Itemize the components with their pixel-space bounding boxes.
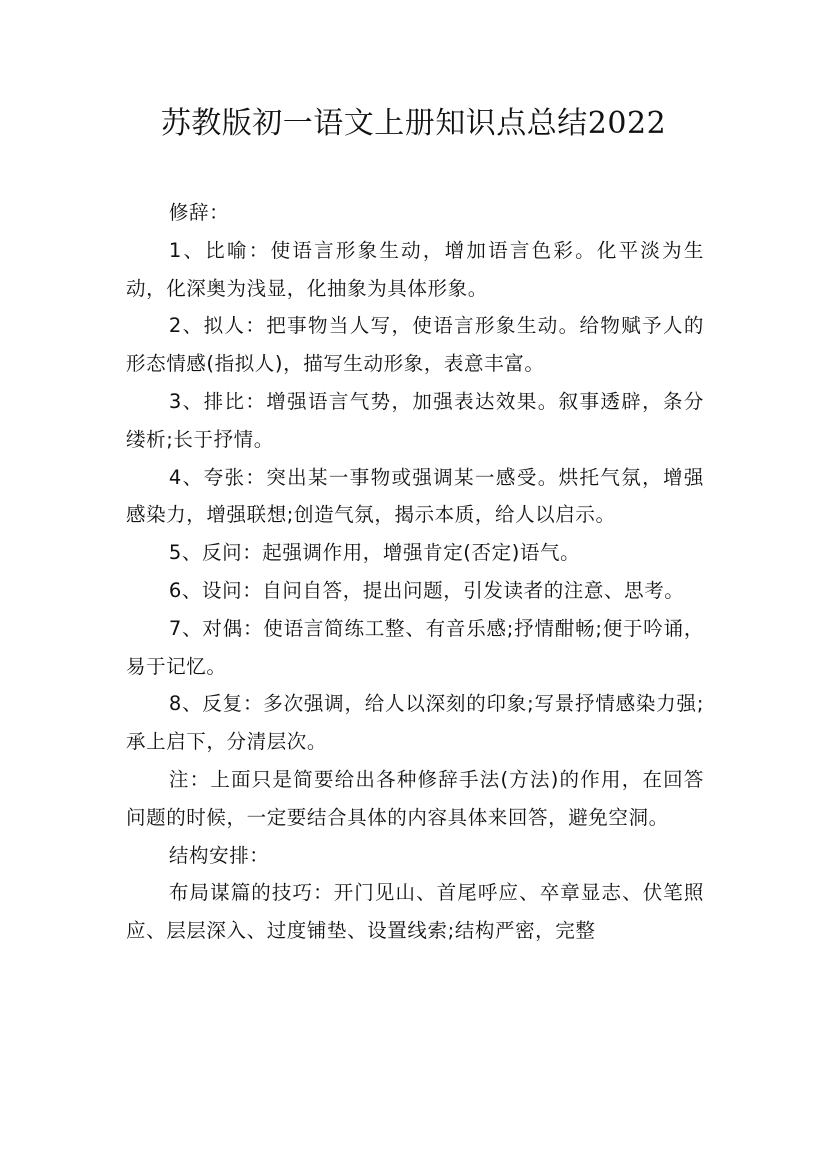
paragraph-personification: 2、拟人：把事物当人写，使语言形象生动。给物赋予人的形态情感(指拟人)，描写生动形象，表意丰富。	[126, 314, 704, 376]
heading-rhetoric: 修辞：	[168, 201, 230, 224]
paragraph-note: 注：上面只是简要给出各种修辞手法(方法)的作用，在回答问题的时候，一定要结合具体的内容具体来回答，避免空洞。	[126, 767, 704, 829]
paragraph-rhetorical-question: 5、反问：起强调作用，增强肯定(否定)语气。	[168, 541, 581, 565]
document-body	[126, 194, 704, 950]
paragraph-hyperbole: 4、夸张：突出某一事物或强调某一感受。烘托气氛，增强感染力，增强联想;创造气氛，揭示本质，给人以启示。	[126, 465, 704, 527]
paragraph-antithesis: 7、对偶：使语言简练工整、有音乐感;抒情酣畅;便于吟诵，易于记忆。	[126, 616, 704, 678]
paragraph-metaphor: 1、比喻：使语言形象生动，增加语言色彩。化平淡为生动，化深奥为浅显，化抽象为具体形象。	[126, 238, 704, 300]
paragraph-parallelism: 3、排比：增强语言气势，加强表达效果。叙事透辟，条分缕析;长于抒情。	[126, 389, 704, 451]
paragraph-self-question: 6、设问：自问自答，提出问题，引发读者的注意、思考。	[168, 578, 685, 602]
heading-structure: 结构安排：	[168, 843, 270, 867]
document-title: 苏教版初一语文上册知识点总结2022	[160, 106, 667, 141]
paragraph-repetition: 8、反复：多次强调，给人以深刻的印象;写景抒情感染力强;承上启下，分清层次。	[126, 692, 704, 754]
paragraph-layout-techniques: 布局谋篇的技巧：开门见山、首尾呼应、卒章显志、伏笔照应、层层深入、过度铺垫、设置线索;结构严密，完整	[126, 881, 704, 943]
